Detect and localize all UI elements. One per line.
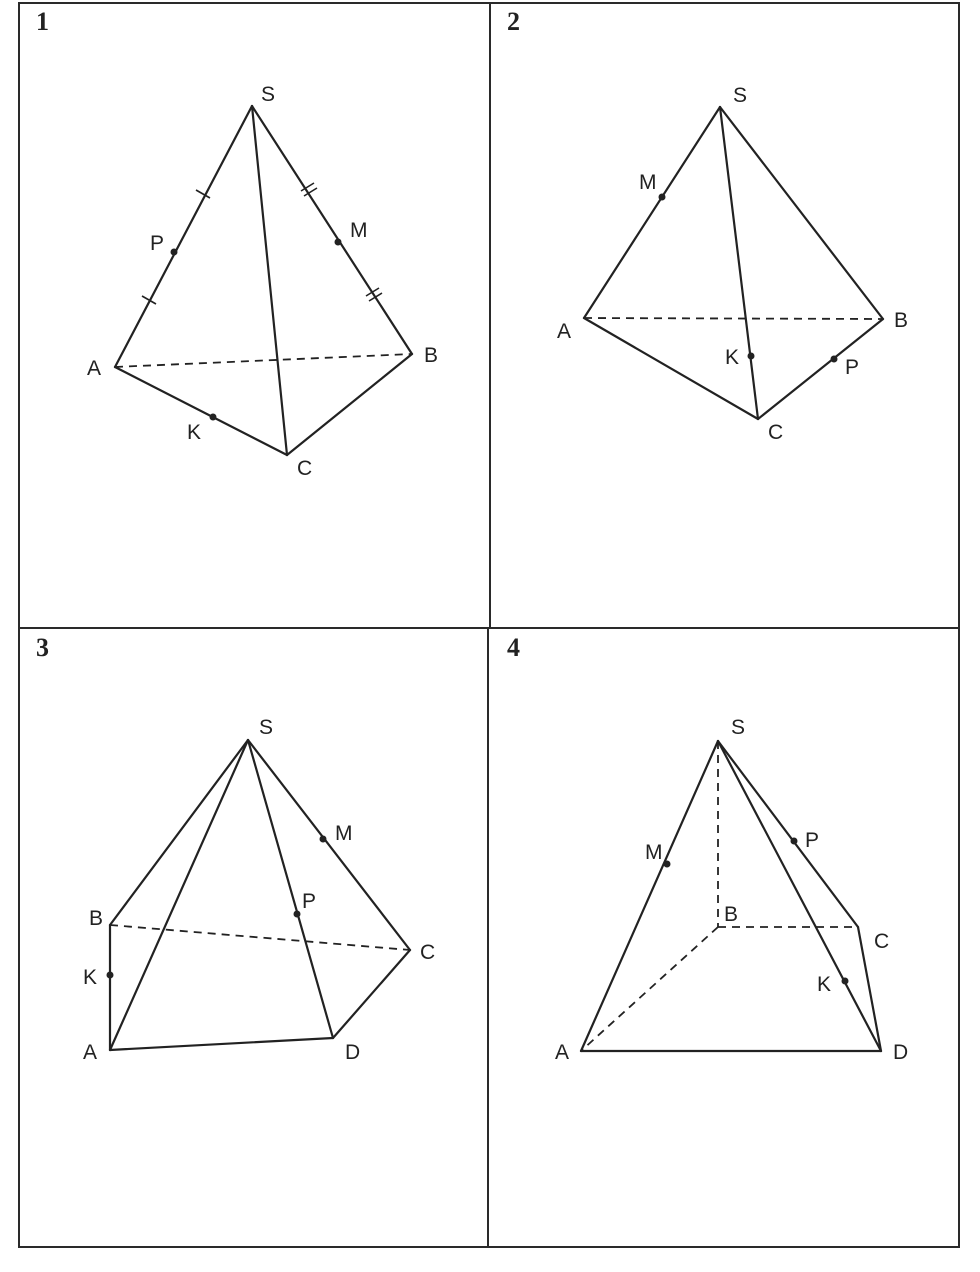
edge-SB [252, 106, 412, 354]
pyramid-diagram [557, 84, 908, 444]
edge-SB [720, 107, 883, 319]
label-K: K [817, 973, 832, 996]
label-C: C [420, 941, 436, 964]
label-M: M [350, 219, 368, 242]
double-tick-mark [369, 293, 382, 301]
edge-SC [718, 741, 858, 927]
edge-AB-hidden [581, 927, 718, 1051]
edge-SC [252, 106, 287, 455]
edge-SD [248, 740, 333, 1038]
point-P [831, 356, 838, 363]
panel-2 [507, 7, 908, 444]
point-P [791, 838, 798, 845]
edge-SA [110, 740, 248, 1050]
point-P [294, 911, 301, 918]
panel-4 [507, 633, 908, 1064]
label-P: P [845, 356, 860, 379]
label-A: A [87, 357, 102, 380]
label-M: M [335, 822, 353, 845]
point-K [210, 414, 217, 421]
label-K: K [83, 966, 98, 989]
edge-SA [115, 106, 252, 367]
label-A: A [555, 1041, 570, 1064]
point-K [107, 972, 114, 979]
panel-number: 4 [507, 633, 520, 662]
label-S: S [733, 84, 748, 107]
label-S: S [261, 83, 276, 106]
pyramid-diagram [83, 716, 435, 1064]
label-C: C [874, 930, 890, 953]
point-K [748, 353, 755, 360]
label-S: S [731, 716, 746, 739]
label-M: M [639, 171, 657, 194]
edge-SC [248, 740, 410, 950]
edge-SA [584, 107, 720, 318]
label-B: B [724, 903, 739, 926]
edge-AB-hidden [584, 318, 883, 319]
point-K [842, 978, 849, 985]
label-C: C [768, 421, 784, 444]
panel-number: 3 [36, 633, 49, 662]
label-A: A [557, 320, 572, 343]
panel-1 [36, 7, 438, 480]
point-M [320, 836, 327, 843]
edge-DC [333, 950, 410, 1038]
label-A: A [83, 1041, 98, 1064]
pyramid-diagram [87, 83, 438, 480]
label-D: D [893, 1041, 909, 1064]
label-M: M [645, 841, 663, 864]
label-P: P [805, 829, 820, 852]
edge-SC [720, 107, 758, 419]
label-B: B [89, 907, 104, 930]
label-S: S [259, 716, 274, 739]
label-C: C [297, 457, 313, 480]
point-M [664, 861, 671, 868]
label-B: B [424, 344, 439, 367]
point-M [659, 194, 666, 201]
label-P: P [302, 890, 317, 913]
label-P: P [150, 232, 165, 255]
edge-CB [758, 319, 883, 419]
edge-AD [110, 1038, 333, 1050]
edge-AB-hidden [115, 354, 412, 367]
label-K: K [187, 421, 202, 444]
edge-SA [581, 741, 718, 1051]
panel-number: 1 [36, 7, 49, 36]
pyramid-diagram [555, 716, 908, 1064]
label-K: K [725, 346, 740, 369]
panel-3 [36, 633, 435, 1064]
label-D: D [345, 1041, 361, 1064]
edge-CB [287, 354, 412, 455]
label-B: B [894, 309, 909, 332]
point-M [335, 239, 342, 246]
point-P [171, 249, 178, 256]
panel-number: 2 [507, 7, 520, 36]
edge-SD [718, 741, 881, 1051]
